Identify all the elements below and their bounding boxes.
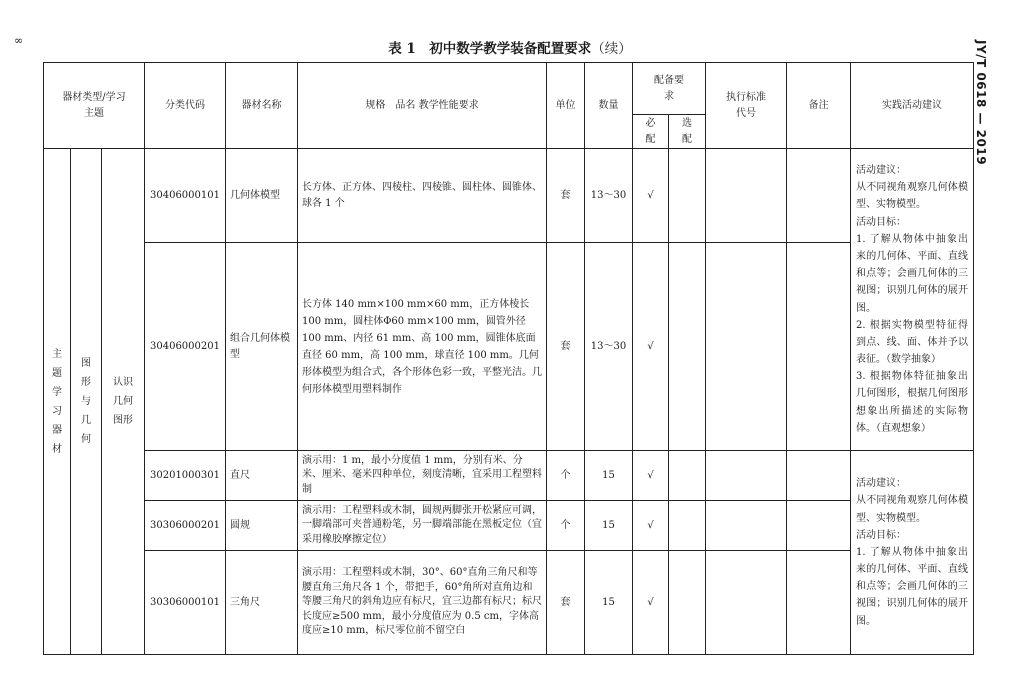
row-name: 几何体模型 [226,149,298,243]
category-level2: 图形与几何 [71,149,102,655]
row-code: 30306000201 [145,501,226,551]
header-practice: 实践活动建议 [851,63,974,149]
row-code: 30406000201 [145,243,226,451]
table-title-text: 表 1 初中数学教学装备配置要求 [388,41,592,57]
row-spec: 演示用：1 m，最小分度值 1 mm，分别有米、分米、厘米、毫米四种单位，刻度清晰，宜采用工程塑料制 [298,451,547,501]
header-code: 分类代码 [145,63,226,149]
row-remark [787,149,851,243]
header-category: 器材类型/学习主题 [44,63,145,149]
row-required: √ [633,501,669,551]
row-optional [669,243,706,451]
row-code: 30306000101 [145,551,226,655]
header-row [44,63,974,115]
equipment-table [43,62,974,655]
table-title [0,37,1020,57]
practice-suggestion-1: 活动建议： 从不同视角观察几何体模型、实物模型。 活动目标： 1. 了解从物体中抽象出来的几何体、平面、直线和点等；会画几何体的三视图；识别几何体的展开图。 2. 根据实物模型特征得到点、线、面、体并予以表征。（数学抽象） 3. 根据物体特征抽象出几何图形，根据几何图形想象出所描述的实际物体。（直观想象） [851,149,974,451]
row-standard [706,501,787,551]
row-spec: 长方体 140 mm×100 mm×60 mm，正方体棱长 100 mm，圆柱体Φ60 mm×100 mm，圆管外径 100 mm、内径 61 mm、高 100 mm，圆锥体底面直径 60 mm，高 100 mm，球直径 100 mm。几何形体模型为组合式，各个形体色彩一致，平整光洁。几何形体模型用塑料制作 [298,243,547,451]
row-optional [669,451,706,501]
row-unit: 个 [547,501,585,551]
header-remark: 备注 [787,63,851,149]
row-unit: 个 [547,451,585,501]
header-quantity: 数量 [585,63,633,149]
header-unit: 单位 [547,63,585,149]
row-optional [669,149,706,243]
row-spec: 演示用：工程塑料或木制，30°、60°直角三角尺和等腰直角三角尺各 1 个，带把手，60°角所对直角边和等腰三角尺的斜角边应有标尺，宜三边都有标尺；标尺长度应≥500 mm，最小分度值应为 0.5 cm，字体高度应≥10 mm，标尺零位前不留空白 [298,551,547,655]
row-optional [669,551,706,655]
row-name: 三角尺 [226,551,298,655]
row-quantity: 15 [585,551,633,655]
row-spec: 演示用：工程塑料或木制，圆规两脚张开松紧应可调，一脚端部可夹普通粉笔，另一脚端部能在黑板定位（宜采用橡胶摩擦定位） [298,501,547,551]
row-standard [706,451,787,501]
header-optional: 选配 [669,115,706,149]
row-remark [787,551,851,655]
row-spec: 长方体、正方体、四棱柱、四棱锥、圆柱体、圆锥体、球各 1 个 [298,149,547,243]
row-quantity: 15 [585,451,633,501]
row-quantity: 13～30 [585,243,633,451]
standard-code: JY/T 0618 — 2019 [974,40,988,166]
table-title-suffix: （续） [591,41,632,57]
row-name: 直尺 [226,451,298,501]
page-number: ∞ [14,34,24,47]
row-remark [787,451,851,501]
row-remark [787,501,851,551]
row-unit: 套 [547,551,585,655]
row-name: 组合几何体模型 [226,243,298,451]
row-required: √ [633,149,669,243]
row-quantity: 15 [585,501,633,551]
row-required: √ [633,451,669,501]
row-quantity: 13～30 [585,149,633,243]
row-remark [787,243,851,451]
table-row [44,451,974,501]
table-row [44,501,974,551]
header-spec: 规格 品名 教学性能要求 [298,63,547,149]
row-code: 30201000301 [145,451,226,501]
row-optional [669,501,706,551]
row-required: √ [633,243,669,451]
header-required: 必配 [633,115,669,149]
table-row [44,243,974,451]
row-unit: 套 [547,149,585,243]
row-name: 圆规 [226,501,298,551]
row-unit: 套 [547,243,585,451]
row-code: 30406000101 [145,149,226,243]
row-standard [706,243,787,451]
table-row [44,551,974,655]
category-level1: 主题学习器材 [44,149,71,655]
header-standard: 执行标准代号 [706,63,787,149]
practice-suggestion-2: 活动建议： 从不同视角观察几何体模型、实物模型。 活动目标： 1. 了解从物体中抽象出来的几何体、平面、直线和点等；会画几何体的三视图；识别几何体的展开图。 [851,451,974,655]
row-standard [706,149,787,243]
row-standard [706,551,787,655]
row-required: √ [633,551,669,655]
category-level3: 认识几何图形 [102,149,145,655]
table-row [44,149,974,243]
header-name: 器材名称 [226,63,298,149]
header-config-req: 配备要求 [633,63,706,115]
